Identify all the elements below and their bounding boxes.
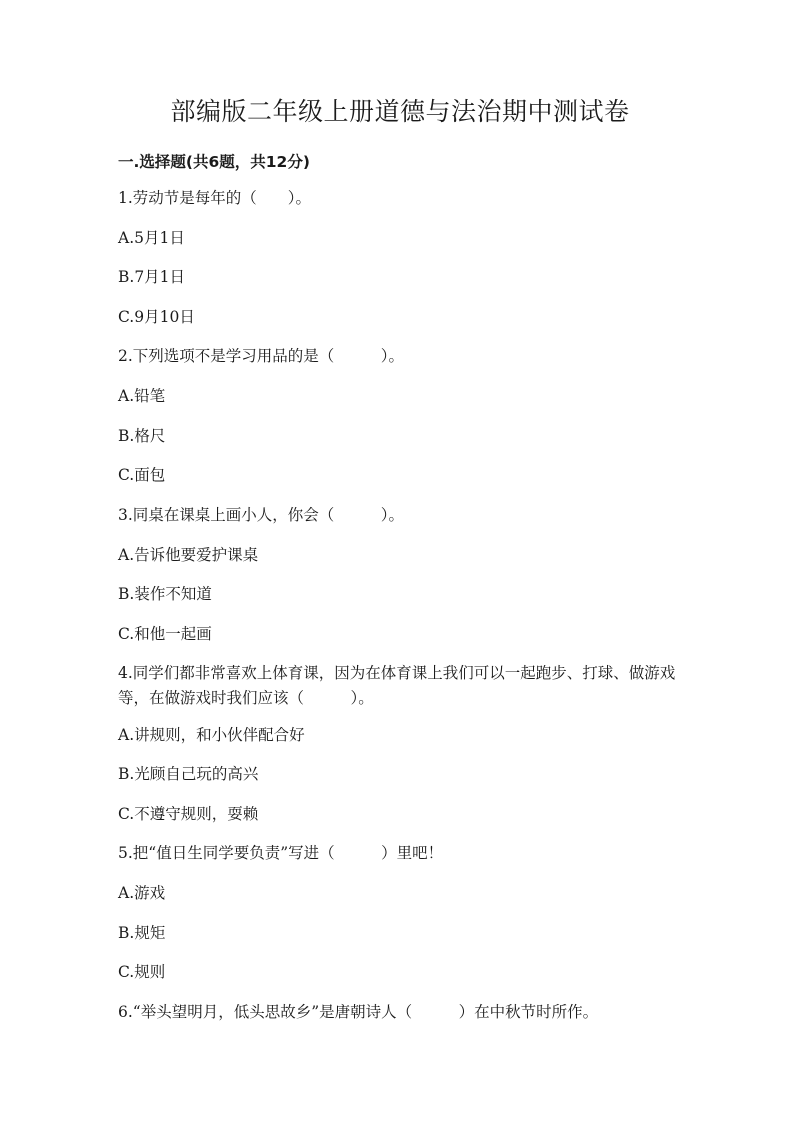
- question-4-option-c: C.不遵守规则，耍赖: [118, 805, 259, 823]
- question-5-option-a: A.游戏: [118, 884, 166, 902]
- question-5-option-b: B.规矩: [118, 924, 166, 942]
- question-3-option-a: A.告诉他要爱护课桌: [118, 546, 259, 564]
- question-3-option-c: C.和他一起画: [118, 625, 212, 643]
- question-2-option-c: C.面包: [118, 466, 166, 484]
- question-1-option-b: B.7月1日: [118, 268, 186, 286]
- question-2-option-a: A.铅笔: [118, 387, 166, 405]
- question-1-option-a: A.5月1日: [118, 229, 185, 247]
- question-1-option-c: C.9月10日: [118, 308, 195, 326]
- question-4-option-b: B.光顾自己玩的高兴: [118, 765, 259, 783]
- question-2-stem: 2.下列选项不是学习用品的是（ ）。: [118, 347, 405, 365]
- question-4-option-a: A.讲规则，和小伙伴配合好: [118, 726, 305, 744]
- question-4-stem: 4.同学们都非常喜欢上体育课，因为在体育课上我们可以一起跑步、打球、做游戏等，在做游戏时我们应该（ ）。: [118, 664, 676, 707]
- question-3-option-b: B.装作不知道: [118, 585, 212, 603]
- question-5-option-c: C.规则: [118, 963, 166, 981]
- question-2-option-b: B.格尺: [118, 427, 166, 445]
- question-3-stem: 3.同桌在课桌上画小人，你会（ ）。: [118, 506, 405, 524]
- question-6-stem: 6.“举头望明月，低头思故乡”是唐朝诗人（ ）在中秋节时所作。: [118, 1003, 599, 1021]
- question-1-stem: 1.劳动节是每年的（ ）。: [118, 189, 312, 207]
- question-5-stem: 5.把“值日生同学要负责”写进（ ）里吧！: [118, 844, 444, 862]
- section-heading: 一.选择题(共6题，共12分): [118, 153, 310, 171]
- exam-title: 部编版二年级上册道德与法治期中测试卷: [170, 97, 630, 126]
